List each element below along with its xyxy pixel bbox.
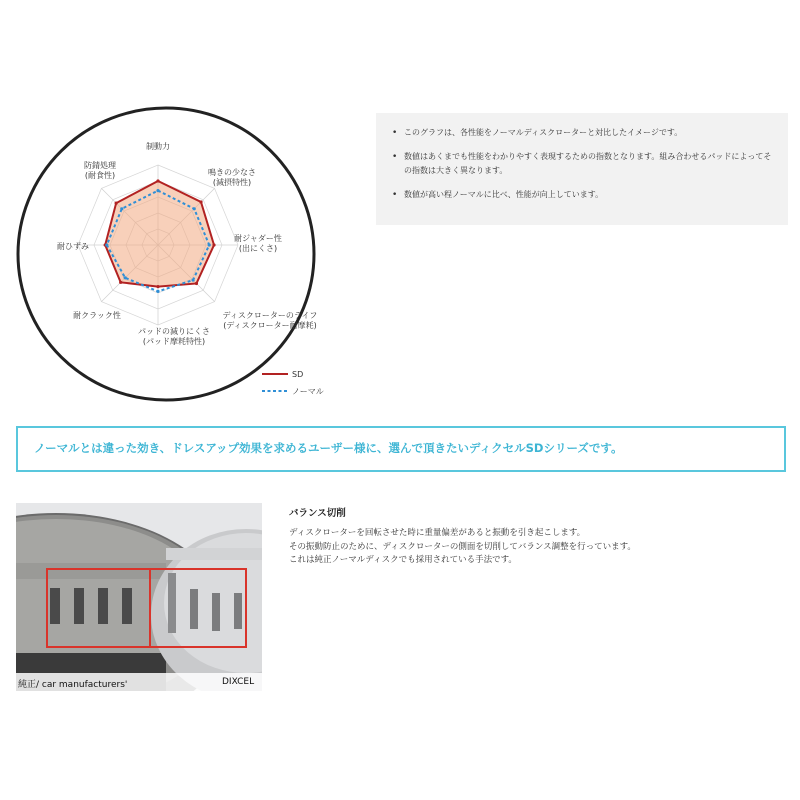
banner-text: ノーマルとは違った効き、ドレスアップ効果を求めるユーザー様に、選んで頂きたいディクセルSDシリーズです。	[34, 441, 623, 455]
series-banner	[16, 426, 786, 472]
radar-point	[191, 278, 194, 281]
radar-axis-label: 耐ひずみ	[57, 242, 89, 251]
radar-axis-label: パッドの減りにくさ(パッド摩耗特性)	[138, 327, 210, 346]
radar-axis-label: 防錆処理(耐食性)	[84, 161, 116, 180]
balance-description	[289, 527, 769, 568]
note-item: • 数値はあくまでも性能をわかりやすく表現するための指数となります。組み合わせるパッドによってその指数は大きく異なります。	[390, 150, 774, 178]
radar-point	[124, 276, 127, 279]
radar-legend	[262, 370, 324, 396]
radar-axis-label: ディスクローターのライフ(ディスクローター耐摩耗)	[222, 311, 318, 330]
radar-point	[156, 285, 159, 288]
radar-point	[105, 243, 108, 246]
balance-line: ディスクローターを回転させた時に重量偏差があると振動を引き起こします。	[289, 528, 586, 538]
radar-point	[119, 281, 122, 284]
note-item: • このグラフは、各性能をノーマルディスクローターと対比したイメージです。	[390, 126, 774, 140]
photo-caption-dixcel: DIXCEL	[222, 677, 255, 687]
notes-panel	[376, 113, 788, 225]
legend-label: SD	[292, 370, 304, 379]
photo-caption-oem: 純正/ car manufacturers'	[18, 680, 128, 690]
rotor-photo-illustration	[16, 503, 262, 691]
radar-axis-label: 鳴きの少なさ(減摂特性)	[208, 168, 256, 187]
balance-title: バランス切削	[289, 508, 346, 519]
note-item: • 数値が高い程ノーマルに比べ、性能が向上しています。	[390, 188, 774, 202]
radar-point	[195, 282, 198, 285]
radar-point	[120, 207, 123, 210]
radar-point	[115, 202, 118, 205]
radar-point	[212, 243, 215, 246]
radar-point	[156, 189, 159, 192]
radar-axis-label: 制動力	[146, 142, 170, 151]
radar-axis-label: 耐クラック性	[73, 311, 121, 320]
balance-line: その振動防止のために、ディスクローターの側面を切削してバランス調整を行っています。	[289, 541, 636, 552]
radar-point	[156, 290, 159, 293]
radar-axis-label: 耐ジャダー性(出にくさ)	[234, 234, 282, 253]
balance-line: これは純正ノーマルディスクでも採用されている手法です。	[289, 555, 517, 565]
radar-point	[193, 207, 196, 210]
rotor-comparison-photo	[16, 503, 262, 691]
radar-chart	[0, 0, 380, 420]
legend-label: ノーマル	[292, 387, 324, 396]
radar-point	[199, 200, 202, 203]
radar-point	[156, 179, 159, 182]
radar-point	[208, 243, 211, 246]
